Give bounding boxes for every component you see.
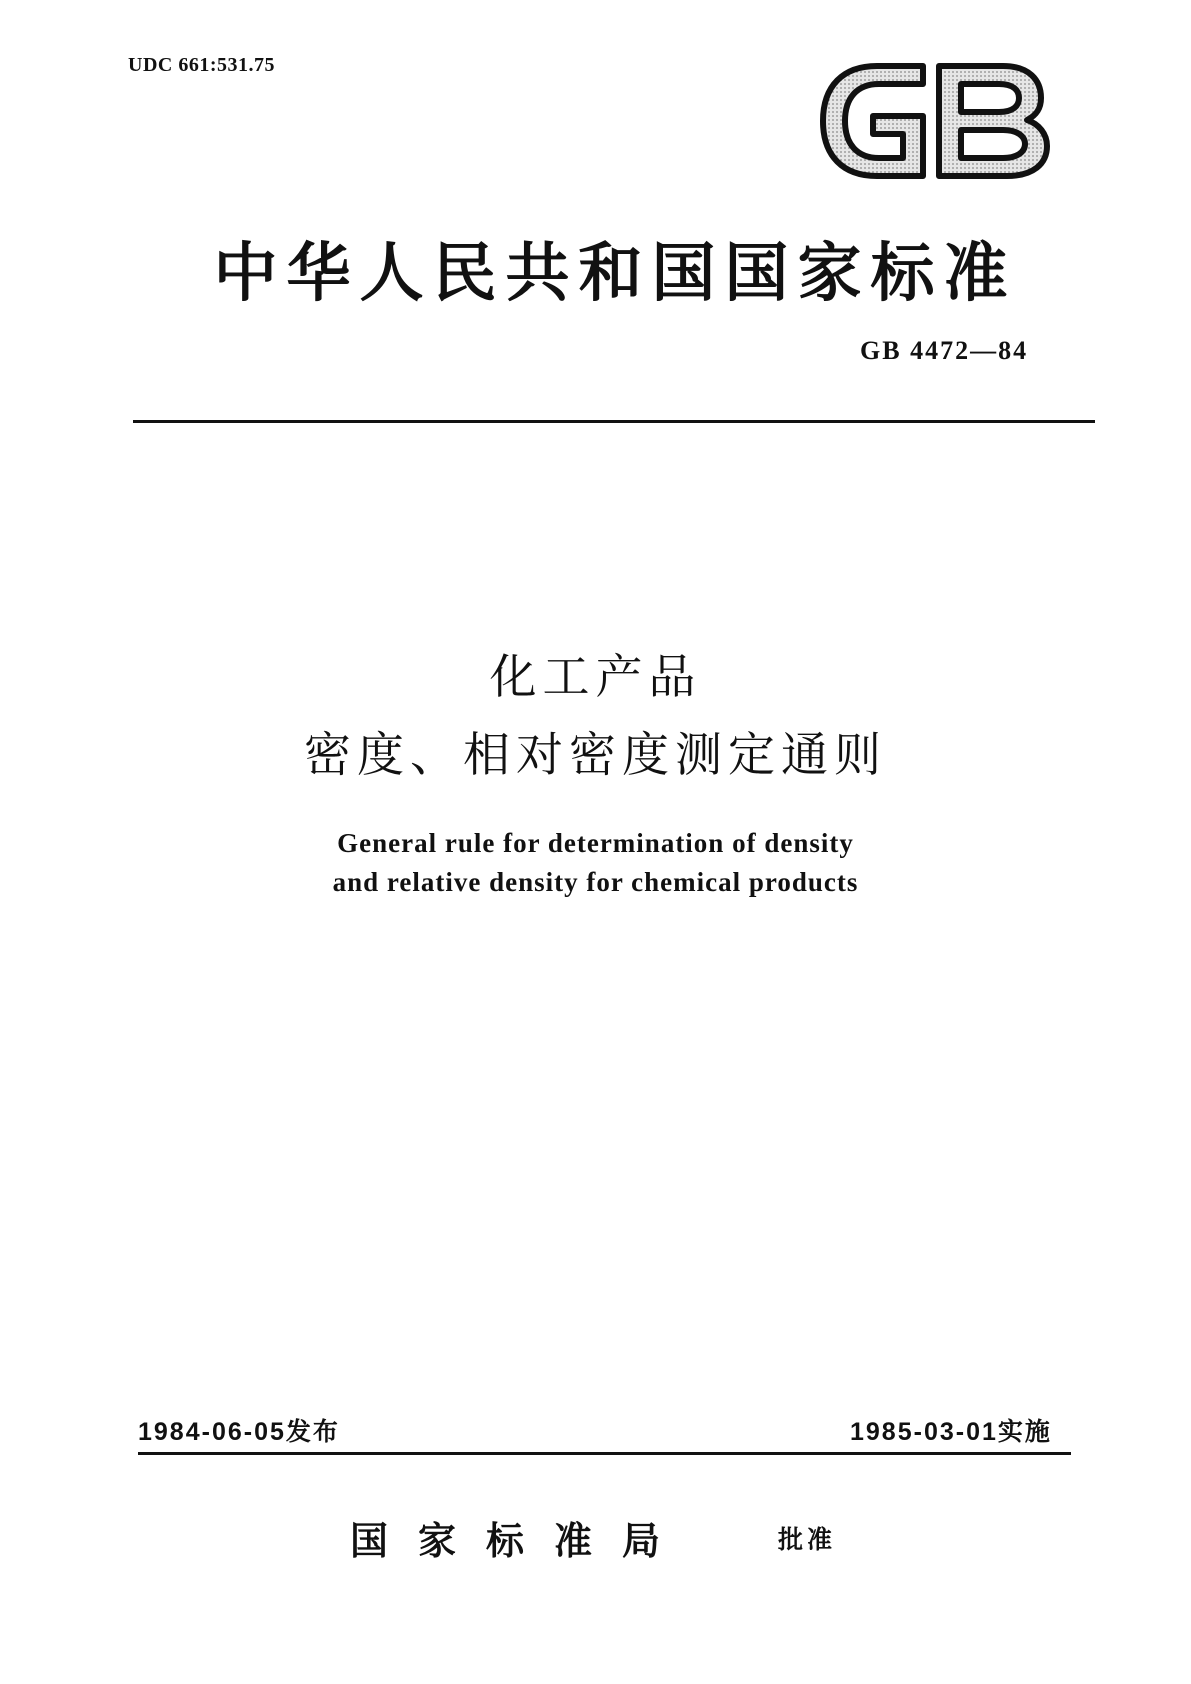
approver: 国家标准局 — [350, 1519, 691, 1563]
udc-code: UDC 661:531.75 — [128, 54, 275, 76]
implementation-date: 1985-03-01实施 — [850, 1418, 1052, 1446]
gb-logo — [815, 58, 1055, 184]
standard-number: GB 4472—84 — [860, 336, 1029, 365]
top-divider — [133, 420, 1095, 423]
standard-title: 中华人民共和国国家标准 — [213, 237, 1017, 311]
title-cn-line1: 化工产品 — [489, 650, 702, 705]
bottom-divider — [138, 1452, 1071, 1455]
title-en-line1: General rule for determination of density — [337, 828, 854, 858]
issue-date: 1984-06-05发布 — [138, 1418, 340, 1446]
approve-label: 批准 — [778, 1525, 837, 1554]
title-cn-line2: 密度、相对密度测定通则 — [304, 728, 887, 783]
title-en-line2: and relative density for chemical products — [332, 867, 859, 897]
